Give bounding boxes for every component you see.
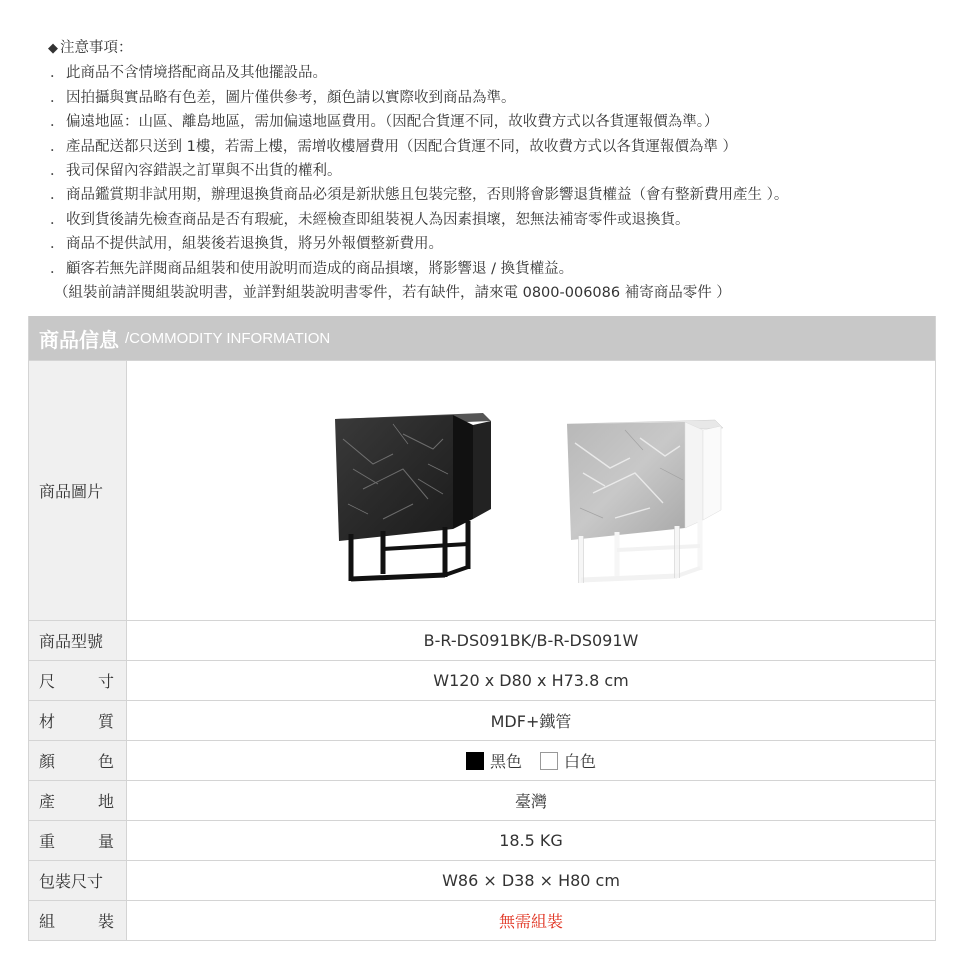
product-images [127, 361, 935, 620]
bullet-icon: ． [50, 211, 65, 228]
info-header [29, 316, 935, 360]
label-product-image: 商品圖片 [29, 361, 127, 620]
label-color: 顏 色 [29, 741, 127, 780]
notice-item: ． 我司保留內容錯誤之訂單與不出貨的權利。 [48, 159, 948, 183]
row-size [29, 660, 935, 700]
bullet-icon: ． [50, 260, 65, 277]
label-model: 商品型號 [29, 621, 127, 660]
row-origin [29, 780, 935, 820]
bullet-icon: ． [50, 89, 65, 106]
row-product-image [29, 360, 935, 620]
label-assembly: 組 裝 [29, 901, 127, 940]
label-size: 尺 寸 [29, 661, 127, 700]
info-header-subtitle: /COMMODITY INFORMATION [125, 329, 331, 347]
bullet-icon: ． [50, 138, 65, 155]
color-option-white: 白色 [564, 752, 597, 771]
bullet-icon: ． [50, 236, 65, 253]
info-header-title: 商品信息 [39, 327, 119, 352]
color-option-black: 黑色 [489, 752, 522, 771]
value-origin: 臺灣 [514, 792, 547, 811]
row-assembly [29, 900, 935, 940]
bullet-icon: ． [50, 163, 65, 180]
notice-item: ． 收到貨後請先檢查商品是否有瑕疵，未經檢查即組裝視人為因素損壞，恕無法補寄零件或退換貨。 [48, 208, 948, 232]
row-weight [29, 820, 935, 860]
black-table-image [333, 409, 493, 589]
row-model [29, 620, 935, 660]
bullet-icon: ． [50, 65, 65, 82]
notice-item: ． 因拍攝與實品略有色差，圖片僅供參考，顏色請以實際收到商品為準。 [48, 86, 948, 110]
value-size: W120 x D80 x H73.8 cm [433, 671, 629, 690]
row-color [29, 740, 935, 780]
value-weight: 18.5 KG [499, 831, 563, 850]
white-swatch-icon [540, 752, 558, 770]
notice-item: ． 偏遠地區：山區、離島地區，需加偏遠地區費用。（因配合貨運不同，故收費方式以各貨運報價為準。） [48, 110, 948, 134]
notice-item: ． 商品不提供試用，組裝後若退換貨，將另外報價整新費用。 [48, 232, 948, 256]
row-material [29, 700, 935, 740]
label-material: 材 質 [29, 701, 127, 740]
label-origin: 產 地 [29, 781, 127, 820]
white-table-image [565, 418, 725, 590]
bullet-icon: ． [50, 114, 65, 131]
notice-item: ． 商品鑑賞期非試用期，辦理退換貨商品必須是新狀態且包裝完整，否則將會影響退貨權益（會有整新費用產生 ）。 [48, 183, 948, 207]
label-weight: 重 量 [29, 821, 127, 860]
value-model: B-R-DS091BK/B-R-DS091W [423, 631, 639, 650]
bullet-icon: ． [50, 187, 65, 204]
value-color [127, 741, 935, 780]
notice-footer: （組裝前請詳閱組裝說明書，並詳對組裝說明書零件，若有缺件，請來電 0800-006086 補寄商品零件 ） [54, 285, 731, 302]
value-material: MDF+鐵管 [490, 712, 572, 731]
notice-section [48, 36, 948, 305]
notice-item: ． 產品配送都只送到 1樓，若需上樓，需增收樓層費用（因配合貨運不同，故收費方式以各貨運報價為準 ） [48, 135, 948, 159]
row-package-size [29, 860, 935, 900]
black-swatch-icon [466, 752, 484, 770]
value-assembly: 無需組裝 [498, 912, 563, 931]
label-package-size: 包裝尺寸 [29, 861, 127, 900]
notice-item: ． 此商品不含情境搭配商品及其他擺設品。 [48, 61, 948, 85]
value-package-size: W86 × D38 × H80 cm [442, 871, 620, 890]
diamond-icon: ◆ [48, 41, 58, 56]
notice-title: ◆ 注意事項： [48, 40, 133, 56]
notice-item: ． 顧客若無先詳閱商品組裝和使用說明而造成的商品損壞，將影響退 / 換貨權益。 [48, 257, 948, 281]
commodity-info-table [28, 316, 936, 941]
